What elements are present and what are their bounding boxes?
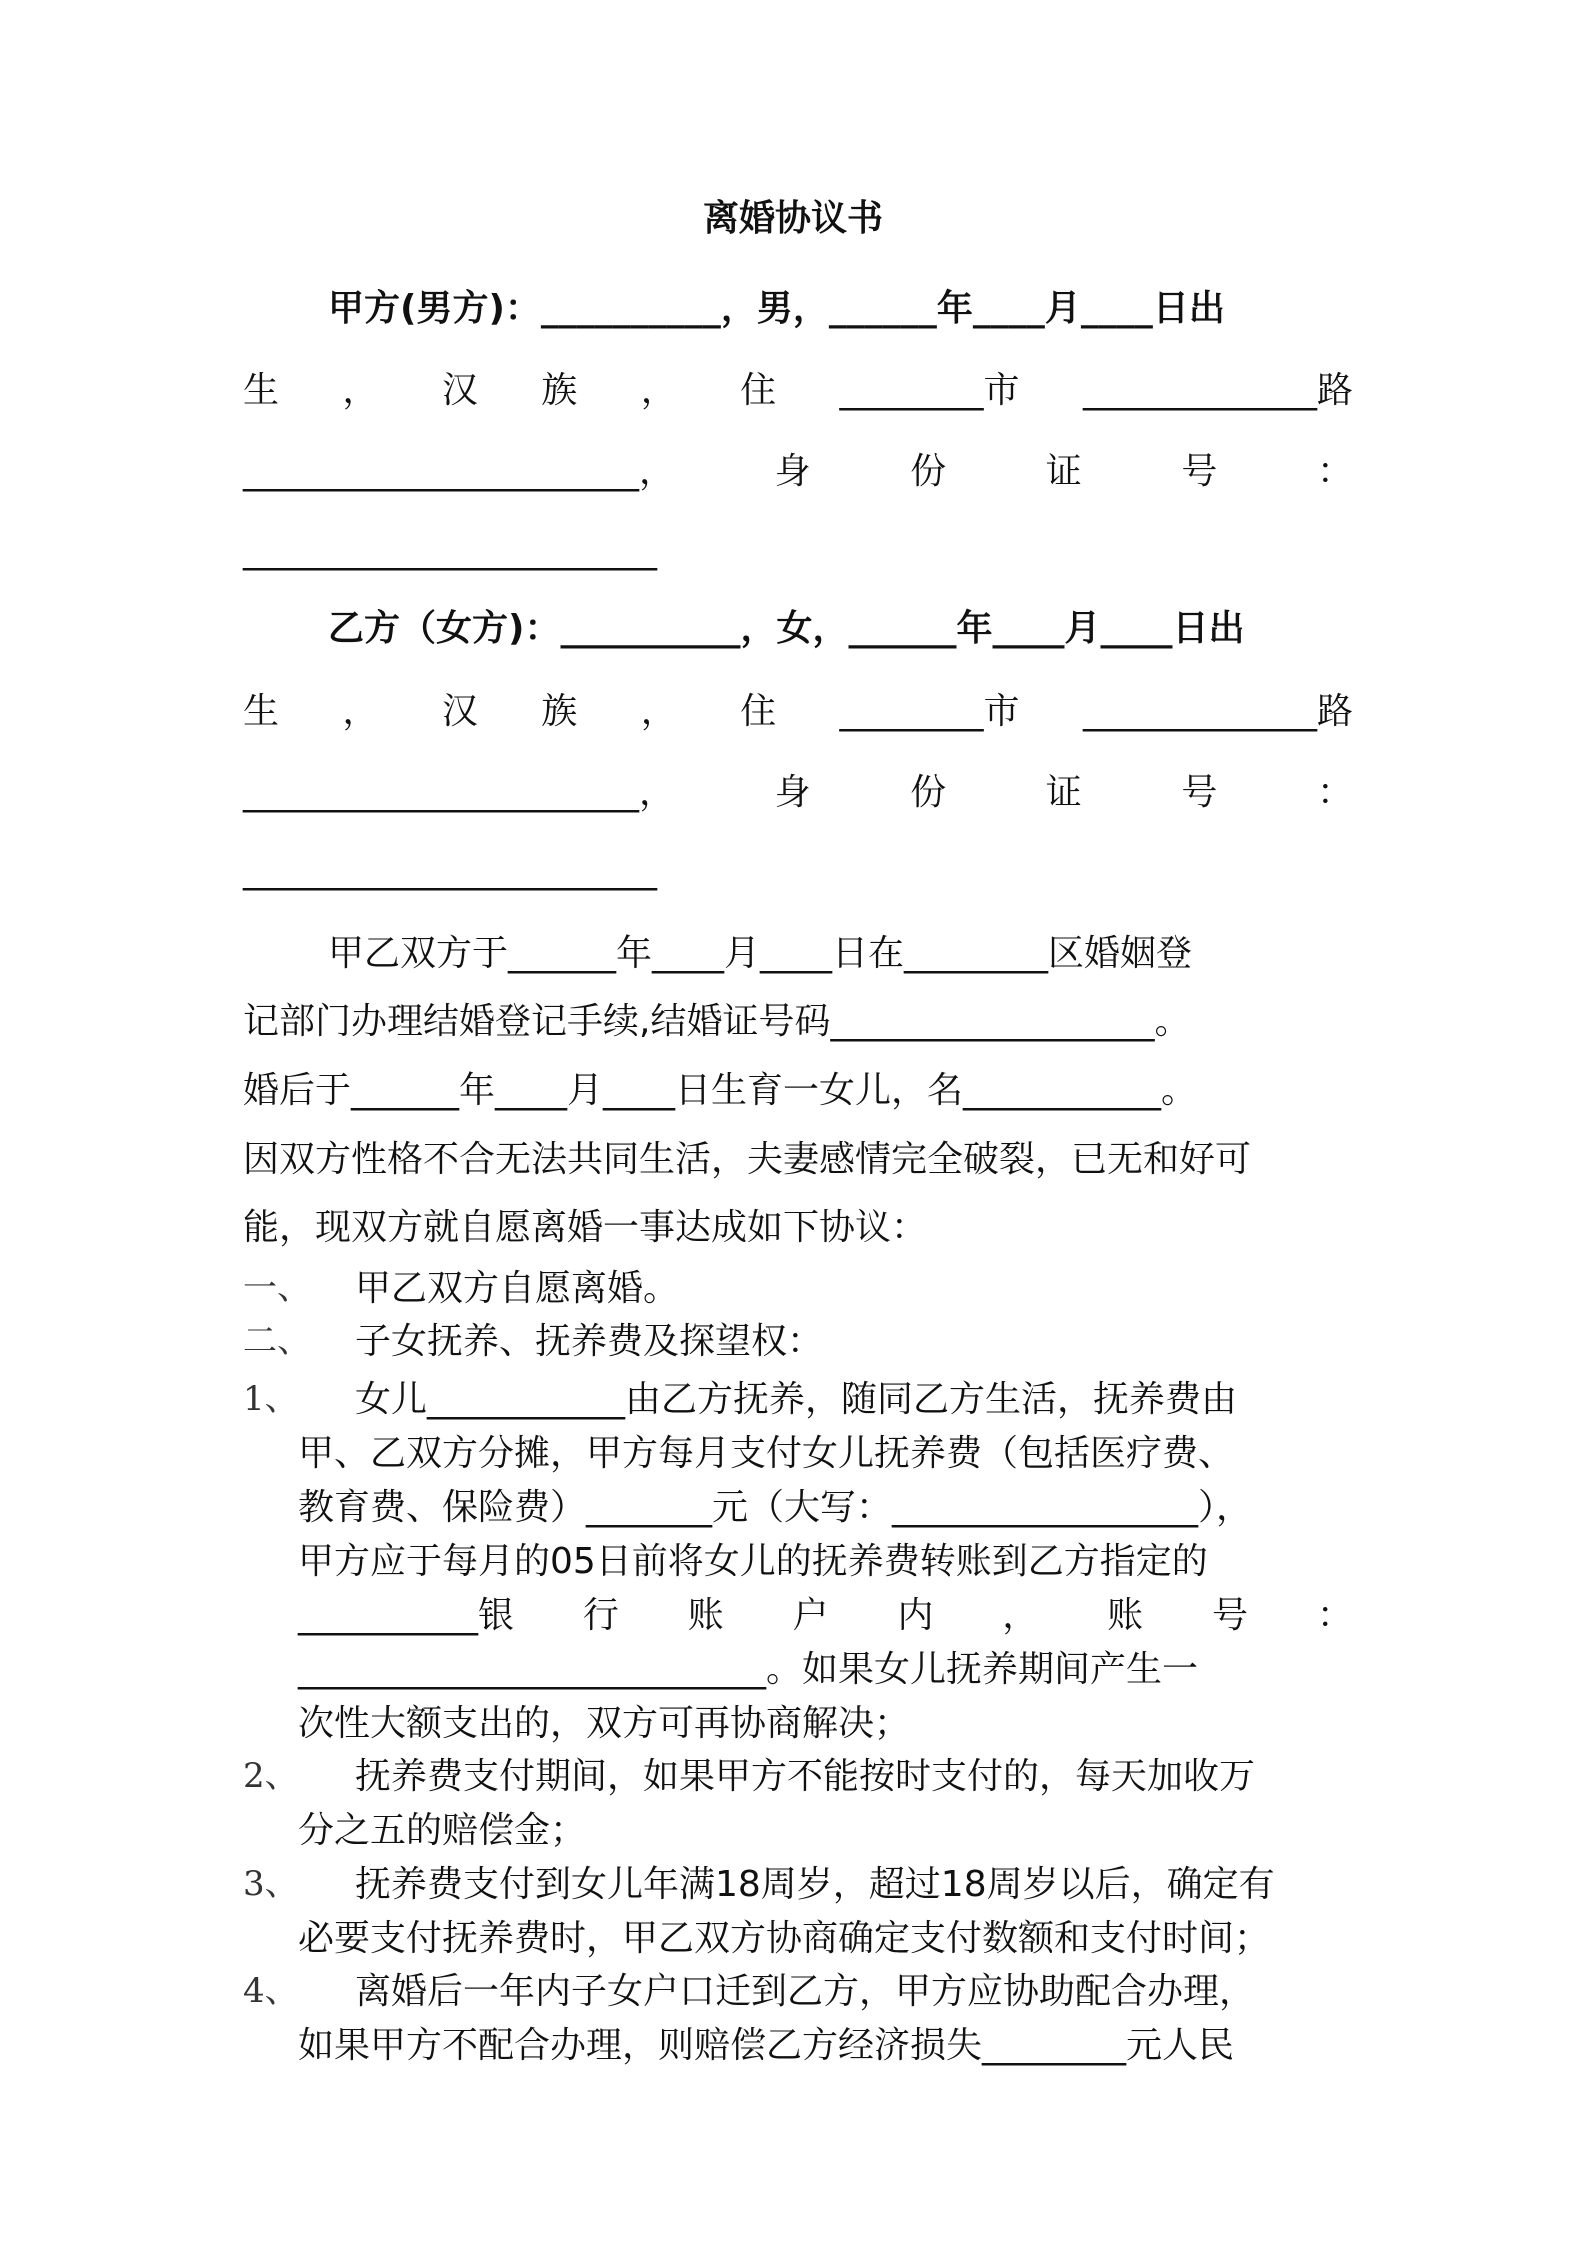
party-b-line-2-token: 汉 <box>441 691 478 732</box>
party-b-line-2-token: 住 <box>740 691 777 732</box>
party-a-line-2-token: ________市 <box>839 370 1020 411</box>
clause-line: 如果甲方不配合办理，则赔偿乙方经济损失________元人民 <box>298 2025 1235 2066</box>
party-b-line-2-token: ， <box>640 691 677 732</box>
party-b-line-3-token: 证 <box>1045 772 1082 813</box>
party-a-line-3 <box>243 443 1353 494</box>
clause-number: 2、 <box>243 1756 299 1796</box>
article-text: 子女抚养、抚养费及探望权： <box>355 1321 824 1362</box>
party-a-line-3-token: ______________________， <box>243 451 675 492</box>
clause-token: 户 <box>792 1595 829 1636</box>
party-b-line-2 <box>243 683 1353 734</box>
clause-justified-line <box>298 1587 1353 1638</box>
clause-token: 内 <box>897 1595 934 1636</box>
party-b-line-1: 乙方（女方)：__________，女，______年____月____日出 <box>328 608 1245 649</box>
preamble-line: 能，现双方就自愿离婚一事达成如下协议： <box>243 1207 928 1248</box>
party-b-line-2-token: ， <box>342 691 379 732</box>
preamble-line: 因双方性格不合无法共同生活，夫妻感情完全破裂，已无和好可 <box>243 1139 1252 1180</box>
party-a-line-1: 甲方(男方)：__________，男，______年____月____日出 <box>328 288 1225 329</box>
party-a-line-3-token: 份 <box>910 451 947 492</box>
party-a-line-3-token: 号 <box>1181 451 1218 492</box>
clause-token: 行 <box>582 1595 619 1636</box>
party-b-line-3-token: 份 <box>910 772 947 813</box>
article-item <box>243 1313 1353 1363</box>
party-b-line-3 <box>243 764 1353 815</box>
clause-number: 3、 <box>243 1864 299 1904</box>
party-a-line-2-token: ， <box>640 370 677 411</box>
clause-item <box>243 1856 1353 1906</box>
clause-item <box>243 1371 1353 1421</box>
party-a-line-3-token: 证 <box>1045 451 1082 492</box>
article-text: 甲乙双方自愿离婚。 <box>355 1268 680 1309</box>
party-a-line-3-token: ： <box>1316 451 1353 492</box>
article-number: 二、 <box>243 1321 311 1361</box>
clause-text: 抚养费支付到女儿年满18周岁，超过18周岁以后，确定有 <box>355 1864 1275 1905</box>
clause-token: 号 <box>1212 1595 1249 1636</box>
clause-number: 1、 <box>243 1379 299 1419</box>
party-a-line-2-token: 族 <box>541 370 578 411</box>
preamble-line: 婚后于______年____月____日生育一女儿，名___________。 <box>243 1070 1198 1111</box>
party-a-line-2 <box>243 362 1353 413</box>
article-item <box>243 1260 1353 1310</box>
clause-token: ， <box>1002 1595 1039 1636</box>
party-b-line-3-token: ： <box>1316 772 1353 813</box>
clause-line: 教育费、保险费）_______元（大写：_________________）， <box>298 1487 1253 1528</box>
document-title: 离婚协议书 <box>702 198 883 239</box>
clause-text: 离婚后一年内子女户口迁到乙方，甲方应协助配合办理， <box>355 1971 1256 2012</box>
clause-token: ： <box>1316 1595 1353 1636</box>
clause-line: 必要支付抚养费时，甲乙双方协商确定支付数额和支付时间； <box>298 1918 1271 1959</box>
party-b-line-3-token: ______________________， <box>243 772 675 813</box>
party-b-line-2-token: 生 <box>243 691 280 732</box>
clause-token: __________银 <box>298 1595 515 1636</box>
party-a-line-3-token: 身 <box>774 451 811 492</box>
clause-line: 甲方应于每月的05日前将女儿的抚养费转账到乙方指定的 <box>298 1541 1208 1582</box>
party-a-line-4: _______________________ <box>243 530 657 571</box>
party-a-line-2-token: _____________路 <box>1082 370 1353 411</box>
clause-text: 女儿___________由乙方抚养，随同乙方生活，抚养费由 <box>355 1379 1238 1420</box>
party-a-line-2-token: 生 <box>243 370 280 411</box>
clause-item <box>243 1748 1353 1798</box>
party-a-line-2-token: 住 <box>740 370 777 411</box>
clause-token: 账 <box>687 1595 724 1636</box>
preamble-line: 记部门办理结婚登记手续,结婚证号码__________________。 <box>243 1001 1191 1042</box>
clause-line: __________________________。如果女儿抚养期间产生一 <box>298 1649 1199 1690</box>
party-b-line-2-token: 族 <box>541 691 578 732</box>
clause-item <box>243 1963 1353 2013</box>
clause-text: 抚养费支付期间，如果甲方不能按时支付的，每天加收万 <box>355 1756 1256 1797</box>
party-b-line-3-token: 号 <box>1181 772 1218 813</box>
party-a-line-2-token: ， <box>342 370 379 411</box>
party-b-line-2-token: ________市 <box>839 691 1020 732</box>
party-b-line-4: _______________________ <box>243 850 657 891</box>
clause-line: 次性大额支出的，双方可再协商解决； <box>298 1703 911 1744</box>
preamble-line: 甲乙双方于______年____月____日在________区婚姻登 <box>328 933 1193 974</box>
article-number: 一、 <box>243 1268 311 1308</box>
clause-number: 4、 <box>243 1971 299 2011</box>
clause-token: 账 <box>1107 1595 1144 1636</box>
party-b-line-3-token: 身 <box>774 772 811 813</box>
clause-line: 甲、乙双方分摊，甲方每月支付女儿抚养费（包括医疗费、 <box>298 1433 1235 1474</box>
clause-line: 分之五的赔偿金； <box>298 1810 587 1851</box>
party-a-line-2-token: 汉 <box>441 370 478 411</box>
party-b-line-2-token: _____________路 <box>1082 691 1353 732</box>
